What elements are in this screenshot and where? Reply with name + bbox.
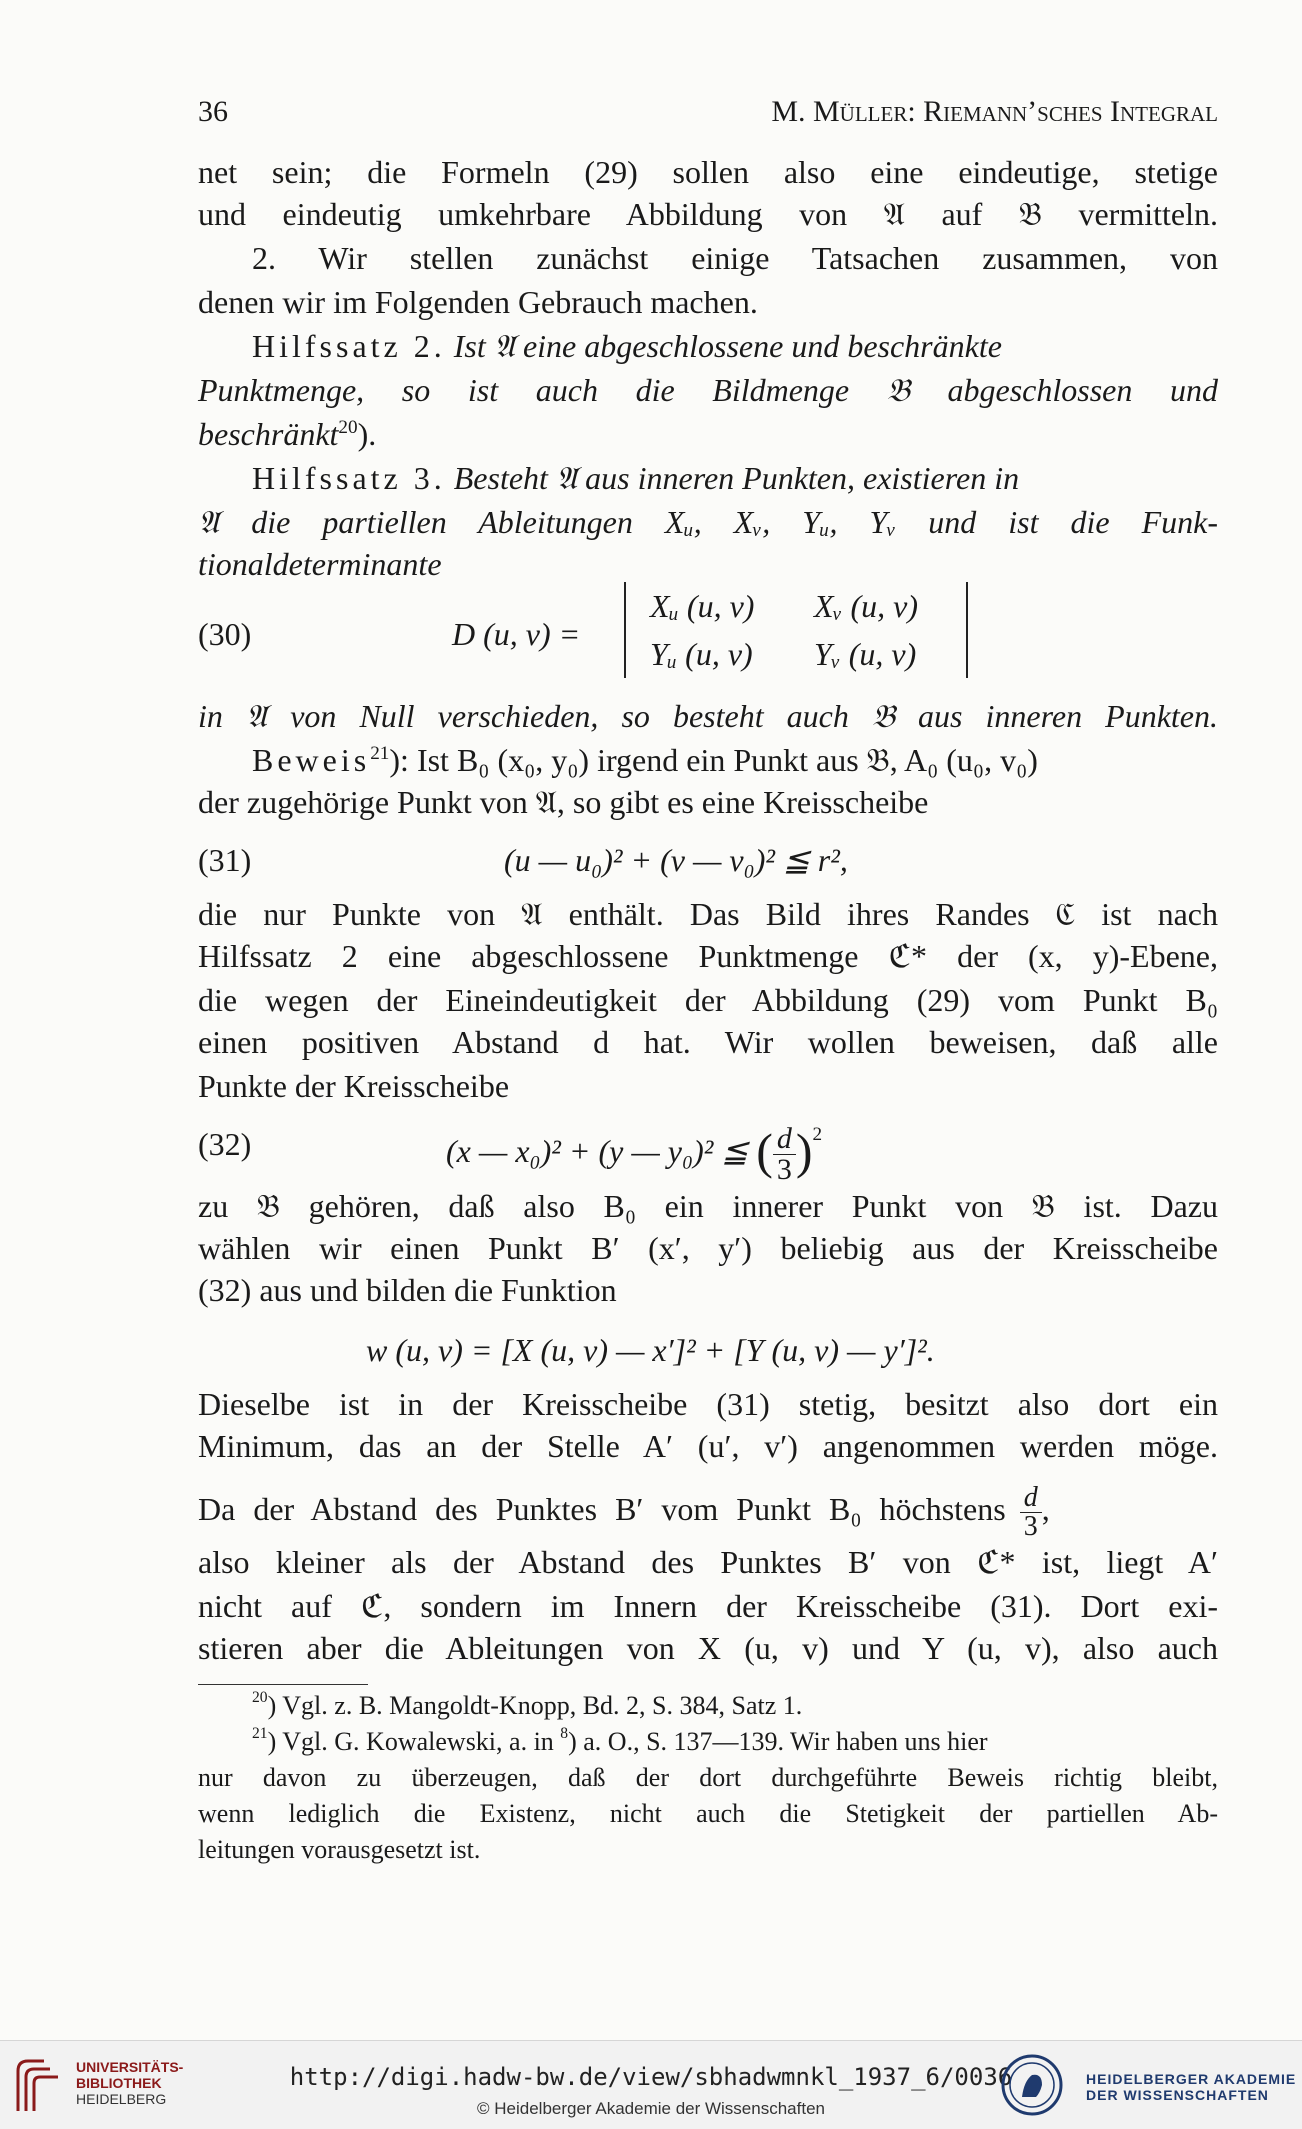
equation-32-lhs: (x — x₀)² + (y — y₀)² ≦ [446,1132,749,1169]
viewer-footer [0,2040,1302,2129]
exponent: 2 [812,1123,823,1145]
det-cell: Yᵤ (u, v) [650,636,753,672]
proof-line [252,740,1218,780]
proof-label: Beweis [252,742,371,778]
text-line: Punkte der Kreisscheibe [198,1068,510,1104]
text-line: in 𝔄 von Null verschieden, so besteht auch 𝔅 aus inneren Punkten. [198,698,1218,734]
text-line: einen positiven Abstand d hat. Wir wollen beweisen, daß alle [198,1024,1218,1060]
footnote-line: wenn lediglich die Existenz, nicht auch die Stetigkeit der partiellen Ab- [198,1799,1218,1828]
academy-name [1086,2071,1296,2103]
text-line [198,414,1218,454]
det-cell: Yᵥ (u, v) [814,636,917,672]
footnote-line: nur davon zu überzeugen, daß der dort durchgeführte Beweis richtig bleibt, [198,1763,1218,1792]
footnote-marker: 8 [560,1725,569,1742]
lemma-label: Hilfssatz 3. [252,460,446,496]
footnote-line: leitungen vorausgesetzt ist. [198,1835,481,1864]
text-fragment: beschränkt [198,416,339,452]
footnote-marker: 21 [252,1725,268,1742]
text-line: 2. Wir stellen zunächst einige Tatsachen zusammen, von [252,240,1218,276]
det-cell: Xᵤ (u, v) [650,588,755,624]
text-line: Punktmenge, so ist auch die Bildmenge 𝔅 abgeschlossen und [198,372,1218,408]
equation-number: (30) [198,616,252,652]
text-line: zu 𝔅 gehören, daß also B₀ ein innerer Punkt von 𝔅 ist. Dazu [198,1188,1218,1224]
fraction-numerator: d [1020,1484,1042,1513]
text-line: Dieselbe ist in der Kreisscheibe (31) stetig, besitzt also dort ein [198,1386,1218,1422]
copyright-notice: © Heidelberger Akademie der Wissenschaften [477,2099,825,2118]
footnote-ref: 20 [338,417,358,438]
text-line: nicht auf ℭ, sondern im Innern der Kreisscheibe (31). Dort exi- [198,1588,1218,1624]
ub-line: HEIDELBERG [76,2091,167,2107]
lemma-text: Besteht 𝔄 aus inneren Punkten, existieren in [453,460,1020,496]
lemma-2 [252,326,1218,366]
equation-number: (31) [198,842,252,878]
equation-31: (u — u₀)² + (v — v₀)² ≦ r², [504,842,848,878]
text-line: 𝔄 die partiellen Ableitungen Xᵤ, Xᵥ, Yᵤ, Yᵥ und ist die Funk- [198,504,1218,540]
permalink-url[interactable]: http://digi.hadw-bw.de/view/sbhadwmnkl_1937_6/0036 [289,2063,1013,2091]
equation-30-lhs: D (u, v) = [452,616,581,652]
equation-number: (32) [198,1126,252,1162]
text-line: tionaldeterminante [198,546,442,582]
lemma-label: Hilfssatz 2. [252,328,446,364]
text-line: Hilfssatz 2 eine abgeschlossene Punktmenge ℭ* der (x, y)-Ebene, [198,938,1218,974]
text-fragment: ): Ist B₀ (x₀, y₀) irgend ein Punkt aus 𝔅, A₀ (u₀, v₀) [389,742,1038,778]
fraction-denominator: 3 [1023,1511,1038,1542]
text-line: und eindeutig umkehrbare Abbildung von 𝔄 auf 𝔅 vermitteln. [198,196,1218,232]
ub-line: UNIVERSITÄTS- [76,2059,184,2075]
footnote-21 [252,1724,1218,1760]
fraction-denominator: 3 [776,1153,792,1186]
fraction-numerator: d [773,1124,796,1155]
academy-line: DER WISSENSCHAFTEN [1086,2087,1269,2103]
footnote-rule [198,1684,368,1685]
text-line: net sein; die Formeln (29) sollen also eine eindeutige, stetige [198,154,1218,190]
text-line: (32) aus und bilden die Funktion [198,1272,617,1308]
det-cell: Xᵥ (u, v) [814,588,919,624]
text-line: die wegen der Eineindeutigkeit der Abbildung (29) vom Punkt B₀ [198,982,1218,1018]
text-line: denen wir im Folgenden Gebrauch machen. [198,284,758,320]
page-number: 36 [198,95,228,128]
text-line [198,1484,1222,1541]
equation-32: (x — x₀)² + (y — y₀)² ≦ ( $\frac{d}{3}$ )$^2$ [446,1122,823,1186]
text-fragment: ). [357,416,377,452]
text-line: also kleiner als der Abstand des Punktes B′ von ℭ* ist, liegt A′ [198,1544,1218,1580]
footnote-text: ) Vgl. z. B. Mangoldt-Knopp, Bd. 2, S. 384, Satz 1. [267,1691,803,1720]
footnote-text: ) Vgl. G. Kowalewski, a. in [267,1727,554,1756]
determinant [624,582,968,678]
text-line: der zugehörige Punkt von 𝔄, so gibt es eine Kreisscheibe [198,784,929,820]
footnote-marker: 20 [252,1689,268,1706]
running-title: M. Müller: Riemann’sches Integral [771,95,1218,128]
ub-line: BIBLIOTHEK [76,2075,162,2091]
text-fragment: Da der Abstand des Punktes B′ vom Punkt B₀ höchstens [198,1490,1006,1527]
text-line: Minimum, das an der Stelle A′ (u′, v′) angenommen werden möge. [198,1428,1218,1464]
academy-line: HEIDELBERGER AKADEMIE [1086,2071,1297,2087]
footnote-ref: 21 [370,743,390,764]
footnote-text: ) a. O., S. 137—139. Wir haben uns hier [568,1727,988,1756]
text-line: stieren aber die Ableitungen von X (u, v) und Y (u, v), also auch [198,1630,1218,1666]
footnote-20 [252,1688,1218,1724]
equation-w: w (u, v) = [X (u, v) — x′]² + [Y (u, v) — y′]². [366,1332,935,1368]
lemma-3 [252,458,1218,498]
text-fragment: , [1041,1490,1050,1527]
text-line: die nur Punkte von 𝔄 enthält. Das Bild ihres Randes ℭ ist nach [198,896,1218,932]
lemma-text: Ist 𝔄 eine abgeschlossene und beschränkte [453,328,1002,364]
academy-seal-icon [1000,2053,1064,2117]
text-line: wählen wir einen Punkt B′ (x′, y′) beliebig aus der Kreisscheibe [198,1230,1218,1266]
